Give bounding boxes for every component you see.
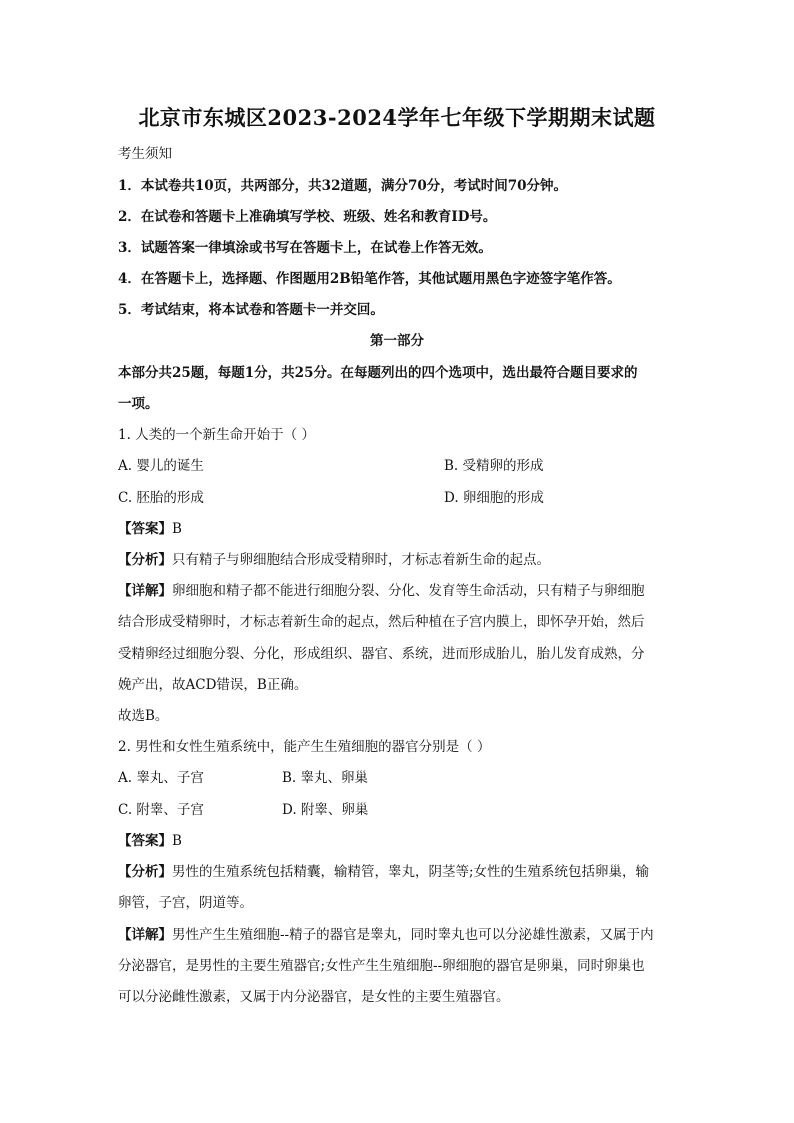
detail-text: 卵细胞和精子都不能进行细胞分裂、分化、发育等生命活动，只有精子与卵细胞 (172, 583, 645, 599)
notice-4: 4．在答题卡上，选择题、作图题用2B铅笔作答，其他试题用黑色字迹签字笔作答。 (118, 271, 621, 287)
answer-value: B (172, 833, 182, 849)
question-1-option-b: B. 受精卵的形成 (444, 458, 544, 474)
answer-tag: 【答案】 (118, 521, 172, 537)
question-2-detail (118, 926, 654, 944)
detail-tag: 【详解】 (118, 927, 172, 943)
question-1-detail (118, 582, 645, 600)
part-intro-line: 一项。 (118, 396, 159, 412)
question-1-detail-line: 结合形成受精卵时，才标志着新生命的起点，然后种植在子宫内膜上，即怀孕开始，然后 (118, 614, 645, 630)
notice-3: 3．试题答案一律填涂或书写在答题卡上，在试卷上作答无效。 (118, 240, 492, 256)
question-2-analysis (118, 863, 649, 881)
question-1-analysis (118, 551, 550, 569)
question-1-stem: 1. 人类的一个新生命开始于（ ） (118, 427, 315, 443)
question-2-analysis-line: 卵管，子宫，阴道等。 (118, 895, 253, 911)
page-title: 北京市东城区2023-2024学年七年级下学期期末试题 (138, 105, 656, 130)
question-2-option-a: A. 睾丸、子宫 (118, 770, 204, 786)
notice-heading: 考生须知 (118, 146, 172, 162)
analysis-tag: 【分析】 (118, 552, 172, 568)
question-1-option-d: D. 卵细胞的形成 (444, 490, 544, 506)
part-intro-line: 本部分共25题，每题1分，共25分。在每题列出的四个选项中，选出最符合题目要求的 (118, 365, 638, 381)
question-2-option-c: C. 附睾、子宫 (118, 802, 204, 818)
question-1-option-a: A. 婴儿的诞生 (118, 458, 204, 474)
part-heading: 第一部分 (370, 333, 424, 349)
answer-value: B (172, 521, 182, 537)
question-2-stem: 2. 男性和女性生殖系统中，能产生生殖细胞的器官分别是（ ） (118, 739, 491, 755)
notice-2: 2．在试卷和答题卡上准确填写学校、班级、姓名和教育ID号。 (118, 209, 497, 225)
question-1-detail-line: 娩产出，故ACD错误，B正确。 (118, 677, 308, 693)
analysis-tag: 【分析】 (118, 864, 172, 880)
question-1-option-c: C. 胚胎的形成 (118, 490, 204, 506)
question-2-option-d: D. 附睾、卵巢 (282, 802, 369, 818)
question-2-option-b: B. 睾丸、卵巢 (282, 770, 369, 786)
answer-tag: 【答案】 (118, 833, 172, 849)
question-1-answer (118, 520, 182, 538)
notice-5: 5．考试结束，将本试卷和答题卡一并交回。 (118, 302, 384, 318)
analysis-text: 男性的生殖系统包括精囊，输精管，睾丸，阴茎等;女性的生殖系统包括卵巢，输 (172, 864, 650, 880)
question-2-detail-line: 分泌器官，是男性的主要生殖器官;女性产生生殖细胞--卵细胞的器官是卵巢，同时卵巢也 (118, 958, 645, 974)
question-1-conclusion: 故选B。 (118, 708, 169, 724)
notice-1: 1．本试卷共10页，共两部分，共32道题，满分70分，考试时间70分钟。 (118, 178, 568, 194)
detail-text: 男性产生生殖细胞--精子的器官是睾丸，同时睾丸也可以分泌雄性激素，又属于内 (172, 927, 654, 943)
question-1-detail-line: 受精卵经过细胞分裂、分化，形成组织、器官、系统，进而形成胎儿，胎儿发育成熟，分 (118, 646, 645, 662)
question-2-answer (118, 832, 182, 850)
question-2-detail-line: 可以分泌雌性激素，又属于内分泌器官，是女性的主要生殖器官。 (118, 989, 510, 1005)
analysis-text: 只有精子与卵细胞结合形成受精卵时，才标志着新生命的起点。 (172, 552, 550, 568)
detail-tag: 【详解】 (118, 583, 172, 599)
